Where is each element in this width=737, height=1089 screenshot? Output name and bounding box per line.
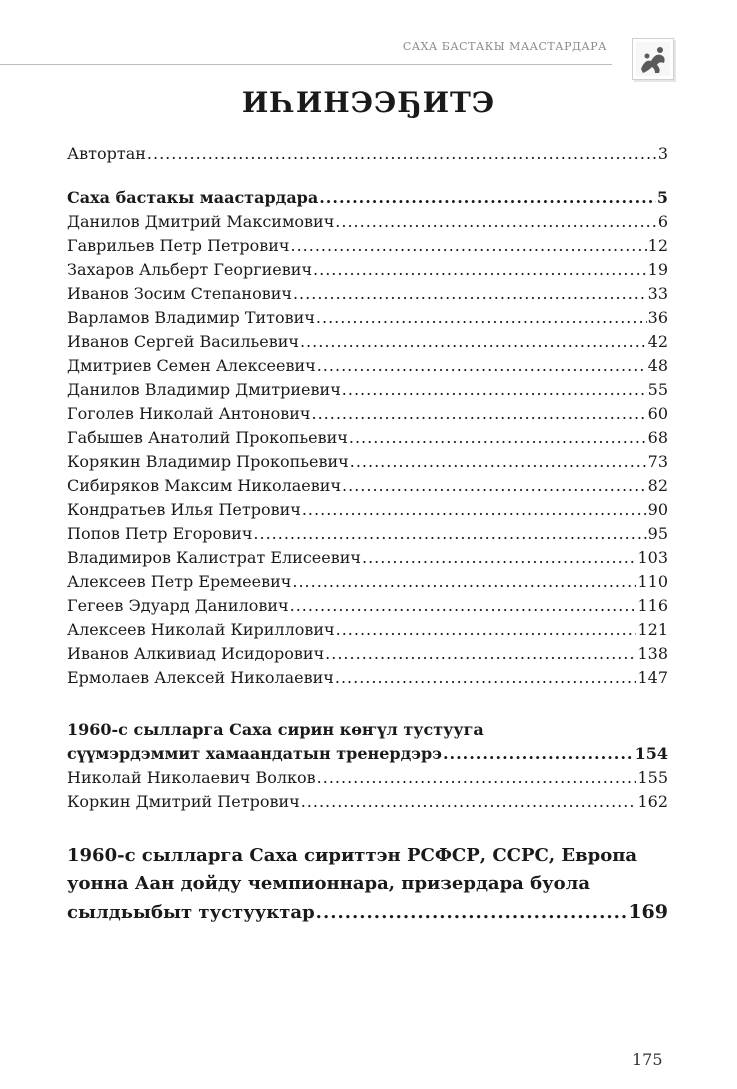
toc-section-heading-line: 1960-с сылларга Саха сирин көҥүл тустууга [67, 720, 484, 739]
toc-entry: Захаров Альберт Георгиевич ..... 19 [67, 258, 668, 282]
toc-entry [67, 142, 668, 166]
toc-entry: Варламов Владимир Титович ..... 36 [67, 306, 668, 330]
toc-entry-label: Автортан [67, 144, 146, 163]
toc-entry: Гаврильев Петр Петрович ..... 12 [67, 234, 668, 258]
toc-entry: Попов Петр Егорович ..... 95 [67, 522, 668, 546]
page-title: ИҺИНЭЭҔИТЭ [241, 86, 496, 119]
toc-entry: Иванов Зосим Степанович ..... 33 [67, 282, 668, 306]
toc-entry: Алексеев Петр Еремеевич ..... 110 [67, 570, 668, 594]
toc-section-heading-line: уонна Аан дойду чемпионнара, призердара буола [67, 873, 591, 894]
toc-entry: Кондратьев Илья Петрович ..... 90 [67, 498, 668, 522]
toc-section-2 [67, 718, 668, 814]
toc-entry: Коркин Дмитрий Петрович ..... 162 [67, 790, 668, 814]
toc-entry: Сибиряков Максим Николаевич ..... 82 [67, 474, 668, 498]
toc-entry: Гегеев Эдуард Данилович ..... 116 [67, 594, 668, 618]
dot-leader [147, 142, 657, 166]
toc-entry: Корякин Владимир Прокопьевич ..... 73 [67, 450, 668, 474]
toc-entry: Данилов Владимир Дмитриевич ..... 55 [67, 378, 668, 402]
toc-entry: Иванов Сергей Васильевич ..... 42 [67, 330, 668, 354]
toc-section-heading: сылдьыбыт тустууктар ..... 169 [67, 898, 668, 927]
toc-entry-page: 3 [657, 144, 668, 163]
toc-section-heading-line: 1960-с сылларга Саха сириттэн РСФСР, ССРС, Европа [67, 845, 638, 866]
toc-entry: Иванов Алкивиад Исидорович ..... 138 [67, 642, 668, 666]
toc-entry: Данилов Дмитрий Максимович ..... 6 [67, 210, 668, 234]
toc-entry: Ермолаев Алексей Николаевич ..... 147 [67, 666, 668, 690]
toc-section-heading: сүүмэрдэммит хамаандатын тренердэрэ ..... 154 [67, 742, 668, 766]
toc-intro [67, 142, 668, 166]
page-number: 175 [632, 1050, 663, 1069]
running-head: САХА БАСТАКЫ МААСТАРДАРА [402, 40, 607, 53]
toc-entry: Николай Николаевич Волков ..... 155 [67, 766, 668, 790]
toc-section-heading: Саха бастакы маастардара ..... 5 [67, 186, 668, 210]
toc-entry: Дмитриев Семен Алексеевич ..... 48 [67, 354, 668, 378]
toc-entry: Габышев Анатолий Прокопьевич ..... 68 [67, 426, 668, 450]
toc-section-1 [67, 186, 668, 690]
toc-entry: Алексеев Николай Кириллович ..... 121 [67, 618, 668, 642]
wrestler-logo-icon [632, 38, 674, 80]
toc-entry: Владимиров Калистрат Елисеевич ..... 103 [67, 546, 668, 570]
toc-entry: Гоголев Николай Антонович ..... 60 [67, 402, 668, 426]
header-rule [0, 64, 612, 65]
toc-section-3 [67, 842, 668, 927]
